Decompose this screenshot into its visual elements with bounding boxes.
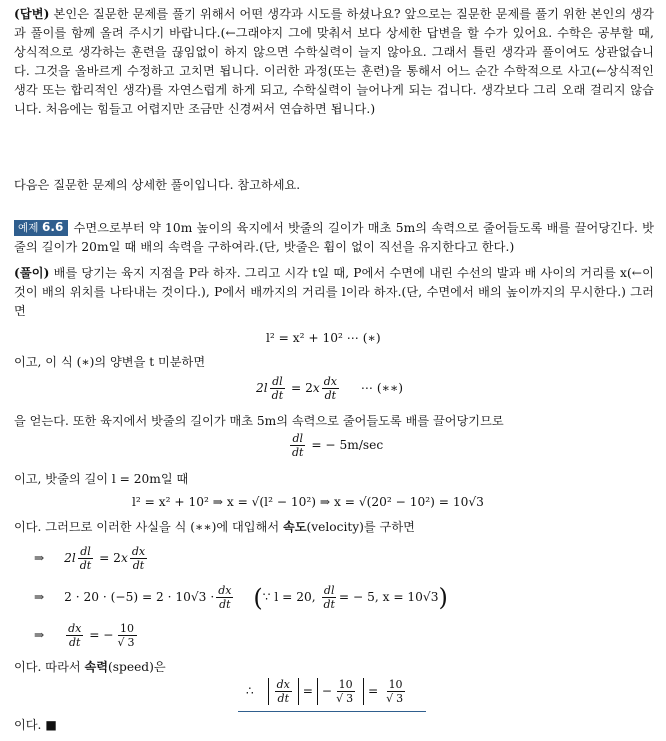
- velocity-term: 속도: [283, 520, 307, 534]
- example-paragraph: [14, 219, 654, 257]
- solution-line-6: 이다. 따라서 속력(speed)은: [14, 660, 166, 674]
- solution-text: 배를 당기는 육지 지점을 P라 하자. 그리고 시각 t일 때, P에서 수면에 내린 수선의 발과 배 사이의 거리를 x(←이것이 배의 위치를 나타내는 것이다.), P에서 배까지의 거리를 l이라 하자.(단, 수면에서 배의 높이까지의 무시한다.) 그러면: [14, 266, 654, 318]
- step-2-condition-2: = − 5, x = 10√3: [338, 590, 439, 604]
- example-badge: 예제 6.6: [14, 220, 68, 236]
- step-2-lhs: 2 · 20 · (−5) = 2 · 10√3 ·: [64, 590, 215, 604]
- final-underline: [238, 711, 426, 712]
- final-equation: ∴ $\frac{dx}{dt}$ = − $\frac{10}{√ 3}$ = $\frac{10}{√ 3}$: [246, 678, 404, 705]
- solution-line-4: 이고, 밧줄의 길이 l = 20m일 때: [14, 472, 189, 486]
- answer-paragraph: [14, 5, 654, 119]
- speed-term: 속력: [84, 660, 109, 674]
- equation-3-rhs: = − 5m/sec: [311, 438, 384, 452]
- step-3: ⇒ $\frac{dx}{dt}$ = − $\frac{10}{√ 3}$: [34, 622, 135, 649]
- solution-paragraph: [14, 264, 654, 321]
- equation-2-tag: ⋯ (∗∗): [360, 381, 403, 395]
- equation-4: l² = x² + 10² ⇒ x = √(l² − 10²) ⇒ x = √(20² − 10²) = 10√3: [132, 495, 484, 509]
- solution-line-3: 을 얻는다. 또한 육지에서 밧줄의 길이가 매초 5m의 속력으로 줄어들도록 배를 끌어당기므로: [14, 414, 504, 428]
- answer-label: (답변): [14, 7, 50, 21]
- solution-line-5: 이다. 그러므로 이러한 사실을 식 (∗∗)에 대입해서 속도(velocity)를 구하면: [14, 520, 415, 534]
- solution-label: (풀이): [14, 266, 50, 280]
- equation-1: l² = x² + 10² ⋯ (∗): [266, 331, 381, 345]
- final-end: 이다. ■: [14, 718, 57, 732]
- equation-2: 2l $\frac{dl}{dt}$ = 2x $\frac{dx}{dt}$ ⋯ (∗∗): [256, 375, 403, 402]
- step-1: ⇒ 2l $\frac{dl}{dt}$ = 2x $\frac{dx}{dt}$: [34, 545, 146, 572]
- equation-3: $\frac{dl}{dt}$ = − 5m/sec: [292, 432, 384, 459]
- example-text: 수면으로부터 약 10m 높이의 육지에서 밧줄의 길이가 매초 5m의 속력으로 줄어들도록 배를 끌어당긴다. 밧줄의 길이가 20m일 때 배의 속력을 구하여라.(단, 밧줄은 휨이 없이 직선을 유지한다고 한다.): [14, 221, 654, 254]
- step-2-condition: ∵ l = 20,: [262, 590, 316, 604]
- intro-text: 다음은 질문한 문제의 상세한 풀이입니다. 참고하세요.: [14, 178, 301, 192]
- answer-text: 본인은 질문한 문제를 풀기 위해서 어떤 생각과 시도를 하셨나요? 앞으로는 질문한 문제를 풀기 위한 본인의 생각과 풀이를 함께 올려 주시기 바랍니다.(←그래야지 그에 맞춰서 보다 상세한 답변을 할 수가 있어요. 수학은 공부할 때, 상식적으로 생각하는 훈련을 끊임없이 하지 않으면 수학실력이 늘지 않아요. 그래서 틀린 생각과 풀이여도 상관없습니다. 그것을 올바르게 수정하고 고치면 됩니다. 이러한 과정(또는 훈련)을 통해서 어느 순간 수학적으로 사고(←상식적인 생각 또는 합리적인 생각)를 자연스럽게 하게 되고, 수학실력이 늘어나게 되는 겁니다. 생각보다 그리 오래 걸리지 않습니다. 처음에는 힘들고 어렵지만 조금만 신경써서 연습하면 됩니다.): [14, 7, 654, 116]
- step-2: ⇒ 2 · 20 · (−5) = 2 · 10√3 · $\frac{dx}{dt}$ (∵ l = 20, $\frac{dl}{dt}$ = − 5, x = 10√3): [34, 583, 448, 612]
- solution-line-2: 이고, 이 식 (∗)의 양변을 t 미분하면: [14, 355, 206, 369]
